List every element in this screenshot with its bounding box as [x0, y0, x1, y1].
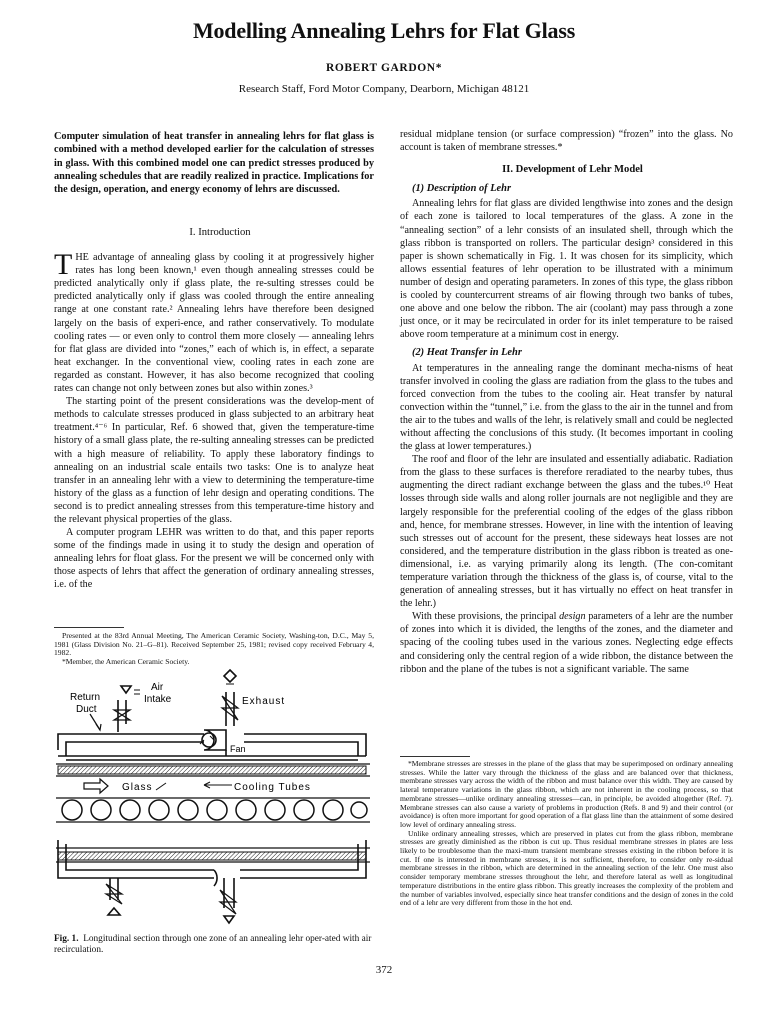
fig-label-cooling-tubes: Cooling Tubes [234, 782, 311, 793]
right-column-body [400, 128, 733, 676]
author-affiliation: Research Staff, Ford Motor Company, Dearborn, Michigan 48121 [238, 83, 530, 95]
heat-transfer-paragraph-3 [400, 610, 733, 675]
left-footnotes [54, 632, 374, 667]
p4-emphasis: design [559, 611, 586, 623]
air-intake-valve-icon [121, 686, 131, 693]
intro-paragraph-2: The starting point of the present considerations was the develop-ment of methods to calculate stresses produced in glass subjected to an arbitrary heat treatment.⁴⁻⁶ In particular, Ref. 6 showed that, given the temperature-time history of a small glass plate, the re-sulting annealing stresses can be predicted with a high measure of reliability. To apply these laboratory findings to annealing on an industrial scale entails two tasks: One is to analyze heat transfer in an annealing lehr with a view to determining the temperature-time history of the glass as a function of lehr design and operating conditions. The second is to predict annealing stresses from this temperature-time history and the relevant physical properties of the glass. [54, 396, 374, 525]
fig-label-duct: Duct [76, 704, 97, 715]
intro-paragraph-1-text: HE advantage of annealing glass by cooling it at progressively higher rates has long been known,¹ even though annealing stresses could be predicted analytically only if glass plate, the re-sulting stresses could be predicted analytically only if glass was cooled through the entire annealing range at one constant rate.² Annealing lehrs have therefore been designed largely on the basis of experi-ence, and rather conservatively. To modulate cooling rates — or even only to control them more closely — annealing lehrs for flat glass are divided into “zones,” each of which is, in effect, a separate heat exchanger. In the conventional view, cooling rates in each zone are regarded as constant. However, it has also become recognized that cooling rates can change not only between zones but also within zones.³ [54, 252, 374, 395]
fig-label-intake: Intake [144, 694, 172, 705]
footnote-member: *Member, the American Ceramic Society. [62, 657, 190, 667]
lehr-description-paragraph: Annealing lehrs for flat glass are divided lengthwise into zones and the design of each zone is tailored to local temperatures of the glass. A zone in the “annealing section” of a lehr consists of an insulated shell, through which the glass ribbon is transported on rollers. The particular design³ considered in this paper is shown schematically in Fig. 1. It was chosen for its simplicity, which allows essential features of lehr operation to be illustrated with a minimum number of design and operating parameters. In zones of this type, the glass ribbon is cooled by countercurrent streams of air flowing through two banks of tubes, one above and one below the ribbon. The air (coolant) may pass through a zone just once, or it may be recirculated in order for its inlet temperature to be raised above room temperature at a minimum cost in energy. [400, 198, 733, 341]
p4-post: parameters of a lehr are the number of zones into which it is divided, the lengths of the zones, and the diameter and spacing of the cooling tubes used in the various zones. Neglecting edge effects and considering only the central region of a wide ribbon, the distance between the ribbon and the plane of the tubes is not a significant variable. The same [400, 611, 733, 675]
heat-transfer-paragraph-1: At temperatures in the annealing range the dominant mecha-nisms of heat transfer involved in cooling the glass are radiation from the glass to the tubes and forced convection from the tubes to the cooling air. Heat transfer by natural convection within the “tunnel,” i.e. from the glass to the air in the tunnel and from the air to the tubes and walls of the lehr, is relatively small and could be neglected without affecting the conclusions of this study. (It becomes important in cooling the glass at lower temperatures.) [400, 362, 733, 453]
fig-label-fan: Fan [230, 744, 246, 754]
exhaust-diamond-icon [224, 670, 236, 682]
footnote-rule-left [54, 627, 124, 628]
figure-1-lehr-diagram [54, 664, 376, 928]
membrane-footnote-2: Unlike ordinary annealing stresses, which are preserved in plates cut from the glass ribbon, membrane stresses are greatly diminished as the ribbon is cut up. Thus residual membrane stresses in plates are less likely to be troublesome than the maxi-mum transient membrane stresses existing in the ribbon before it is cut. If one is interested in membrane stresses, it is not sufficient, therefore, to consider only re-sidual membrane stresses in the ribbon, which are determined in the annealing section of the lehr. One must also consider temporary membrane stresses throughout the lehr, and therefore lateral as well as longitudinal temperature distributions in the entire glass ribbon. This greatly increases the complexity of the problem and the number of variables involved, especially since heat transfer conditions and the design of zones in the cold end of a lehr are very different from those in the hot end. [400, 828, 733, 908]
subsection-1-heading: (1) Description of Lehr [412, 183, 511, 195]
fig-label-exhaust: Exhaust [242, 696, 286, 707]
paper-title: Modelling Annealing Lehrs for Flat Glass [192, 18, 576, 43]
intro-paragraph-3: A computer program LEHR was written to do that, and this paper reports some of the findings made in using it to study the design and operation of annealing lehrs for float glass. For the present we will be concerned only with those aspects of lehrs that affect the generation of ordinary annealing stresses, i.e. of the [54, 527, 374, 591]
paragraph-residual: residual midplane tension (or surface compression) “frozen” into the glass. No account is taken of membrane stresses.* [400, 129, 733, 154]
section-2-heading: II. Development of Lehr Model [502, 164, 643, 176]
glass-direction-arrow-icon [84, 779, 108, 793]
caption-text: Longitudinal section through one zone of an annealing lehr oper-ated with air recirculation. [54, 934, 372, 955]
subsection-2-heading: (2) Heat Transfer in Lehr [412, 347, 522, 359]
caption-label: Fig. 1. [54, 934, 79, 944]
author-name: ROBERT GARDON* [325, 62, 443, 74]
right-footnote [400, 760, 733, 908]
left-column-body [54, 226, 374, 592]
fig-label-glass: Glass [122, 782, 153, 793]
footnote-received: Presented at the 83rd Annual Meeting, The American Ceramic Society, Washing-ton, D.C., May 5, 1981 (Glass Division No. 21–G–81). Received September 25, 1981; revised copy received February 4, 1982. [54, 631, 374, 658]
fig-label-return: Return [70, 692, 101, 703]
fig-label-air: Air [151, 682, 164, 693]
page-number: 372 [375, 964, 393, 976]
abstract: Computer simulation of heat transfer in annealing lehrs for flat glass is combined with a method developed earlier for the calculation of stresses in glass. With this combined model one can predict stresses produced by annealing schedules that are readily realized in practice. Implications for the design, operation, and energy economy of lehrs are discussed. [54, 131, 374, 196]
heat-transfer-paragraph-2: The roof and floor of the lehr are insulated and essentially adiabatic. Radiation from the glass to these surfaces is therefore reradiated to the nearby tubes, thus augmenting the direct radiant exchange between the glass and the tubes.¹⁰ Heat losses through side walls and along roller journals are not negligible and they are largely responsible for the preferential cooling of the edges of the glass ribbon and, hence, for membrane stresses. However, in line with the intention of leaving such stresses out of account for the present, these sideways heat losses are not considered, and the temperature distribution in the glass ribbon is treated as one-dimensional, i.e. as varying primarily along its length. (The con-comitant temperature variation through the thickness of the glass is, of course, vital to the generation of annealing stresses, but it has virtually no effect on heat transfer in the lehr.) [400, 454, 733, 610]
intro-paragraph-1 [54, 248, 374, 395]
p4-pre: With these provisions, the principal [412, 611, 560, 623]
membrane-footnote-1: *Membrane stresses are stresses in the plane of the glass that may be superimposed on ordinary annealing stresses. While the latter vary through the thickness of the glass and are balanced over that thickness, membrane stresses vary across the width of the ribbon and must balance over this width. They are caused by lateral temperature variations in the glass ribbon, which are not inherent in the cooling process, so that membrane stresses—unlike ordinary annealing stresses—can, in principle, be avoided altogether (Ref. 7). Membrane stresses can also cause a variety of problems in production (Refs. 8 and 9) and their control (or avoidance) is often more important for good operation of a flat glass line than the attainment of some desired low level of ordinary annealing stress. [400, 759, 733, 829]
dropcap: T [54, 248, 73, 282]
footnote-rule-right [400, 756, 470, 757]
section-1-heading: I. Introduction [189, 227, 251, 238]
figure-1-caption [54, 934, 374, 956]
